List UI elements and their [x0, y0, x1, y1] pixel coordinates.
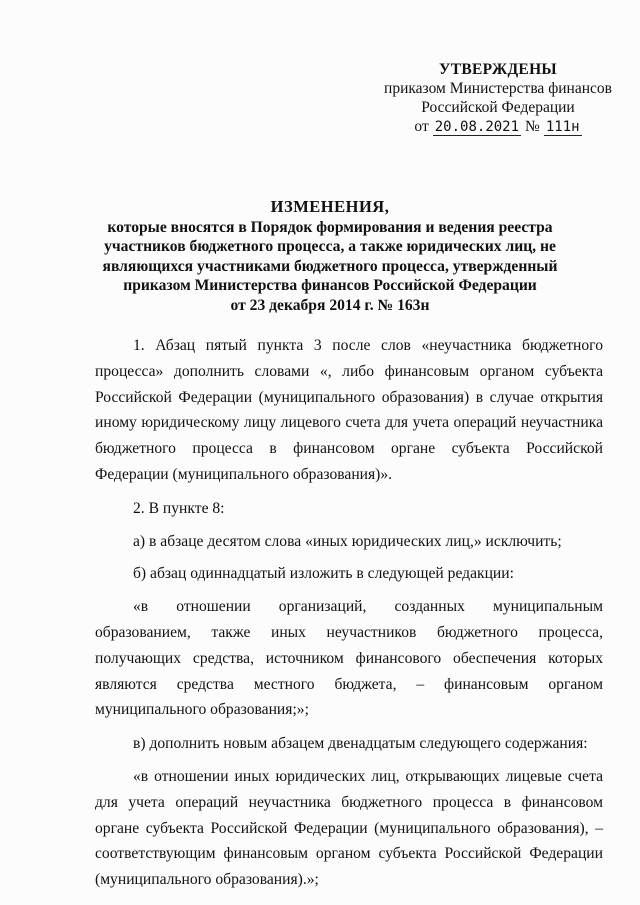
number-prefix: № [525, 118, 540, 135]
approval-block [378, 60, 618, 136]
approval-number: 111н [545, 119, 580, 135]
paragraph-2b: б) абзац одиннадцатый изложить в следующей редакции: [133, 565, 514, 583]
paragraph-2c: в) дополнить новым абзацем двенадцатым следующего содержания: [133, 735, 588, 753]
approval-date-line [378, 117, 618, 136]
paragraph-2: 2. В пункте 8: [133, 499, 225, 517]
paragraph-2a: а) в абзаце десятом слова «иных юридических лиц,» исключить; [133, 532, 562, 550]
paragraph-2b-text: «в отношении организаций, созданных муниципальным образованием, также иных неучастников бюджетного процесса, получающих средства, источником финансового обеспечения которых являются средства местного бюджета, – финансовым органом муниципального образования;»; [95, 598, 603, 719]
approval-line-ministry: приказом Министерства финансов [384, 80, 612, 97]
date-prefix: от [414, 118, 429, 135]
document-body [95, 333, 603, 901]
heading-line-1: которые вносятся в Порядок формирования и ведения реестра [107, 218, 553, 236]
heading-line-5: от 23 декабря 2014 г. № 163н [230, 296, 430, 314]
heading-line-4: приказом Министерства финансов Российской Федерации [123, 277, 537, 294]
heading-title: ИЗМЕНЕНИЯ, [270, 197, 390, 216]
approval-date: 20.08.2021 [434, 119, 520, 135]
approval-title: УТВЕРЖДЕНЫ [439, 61, 557, 78]
approval-line-federation: Российской Федерации [421, 99, 575, 116]
paragraph-1: 1. Абзац пятый пункта 3 после слов «неучастника бюджетного процесса» дополнить словами «, либо финансовым органом субъекта Российской Федерации (муниципального образования) в случае открытия иному юридическому лицу лицевого счета для учета операций неучастника бюджетного процесса в финансовом органе субъекта Российской Федерации (муниципального образования)». [95, 337, 603, 483]
heading-line-3: являющихся участниками бюджетного процесса, утвержденный [102, 257, 558, 275]
heading-line-2: участников бюджетного процесса, а также юридических лиц, не [104, 238, 556, 255]
paragraph-2c-text: «в отношении иных юридических лиц, открывающих лицевые счета для учета операций неучастника бюджетного процесса в финансовом органе субъекта Российской Федерации (муниципального образования), – соответствующим финансовым органом субъекта Российской Федерации (муниципального образования).»; [95, 767, 603, 889]
document-heading [70, 197, 590, 315]
